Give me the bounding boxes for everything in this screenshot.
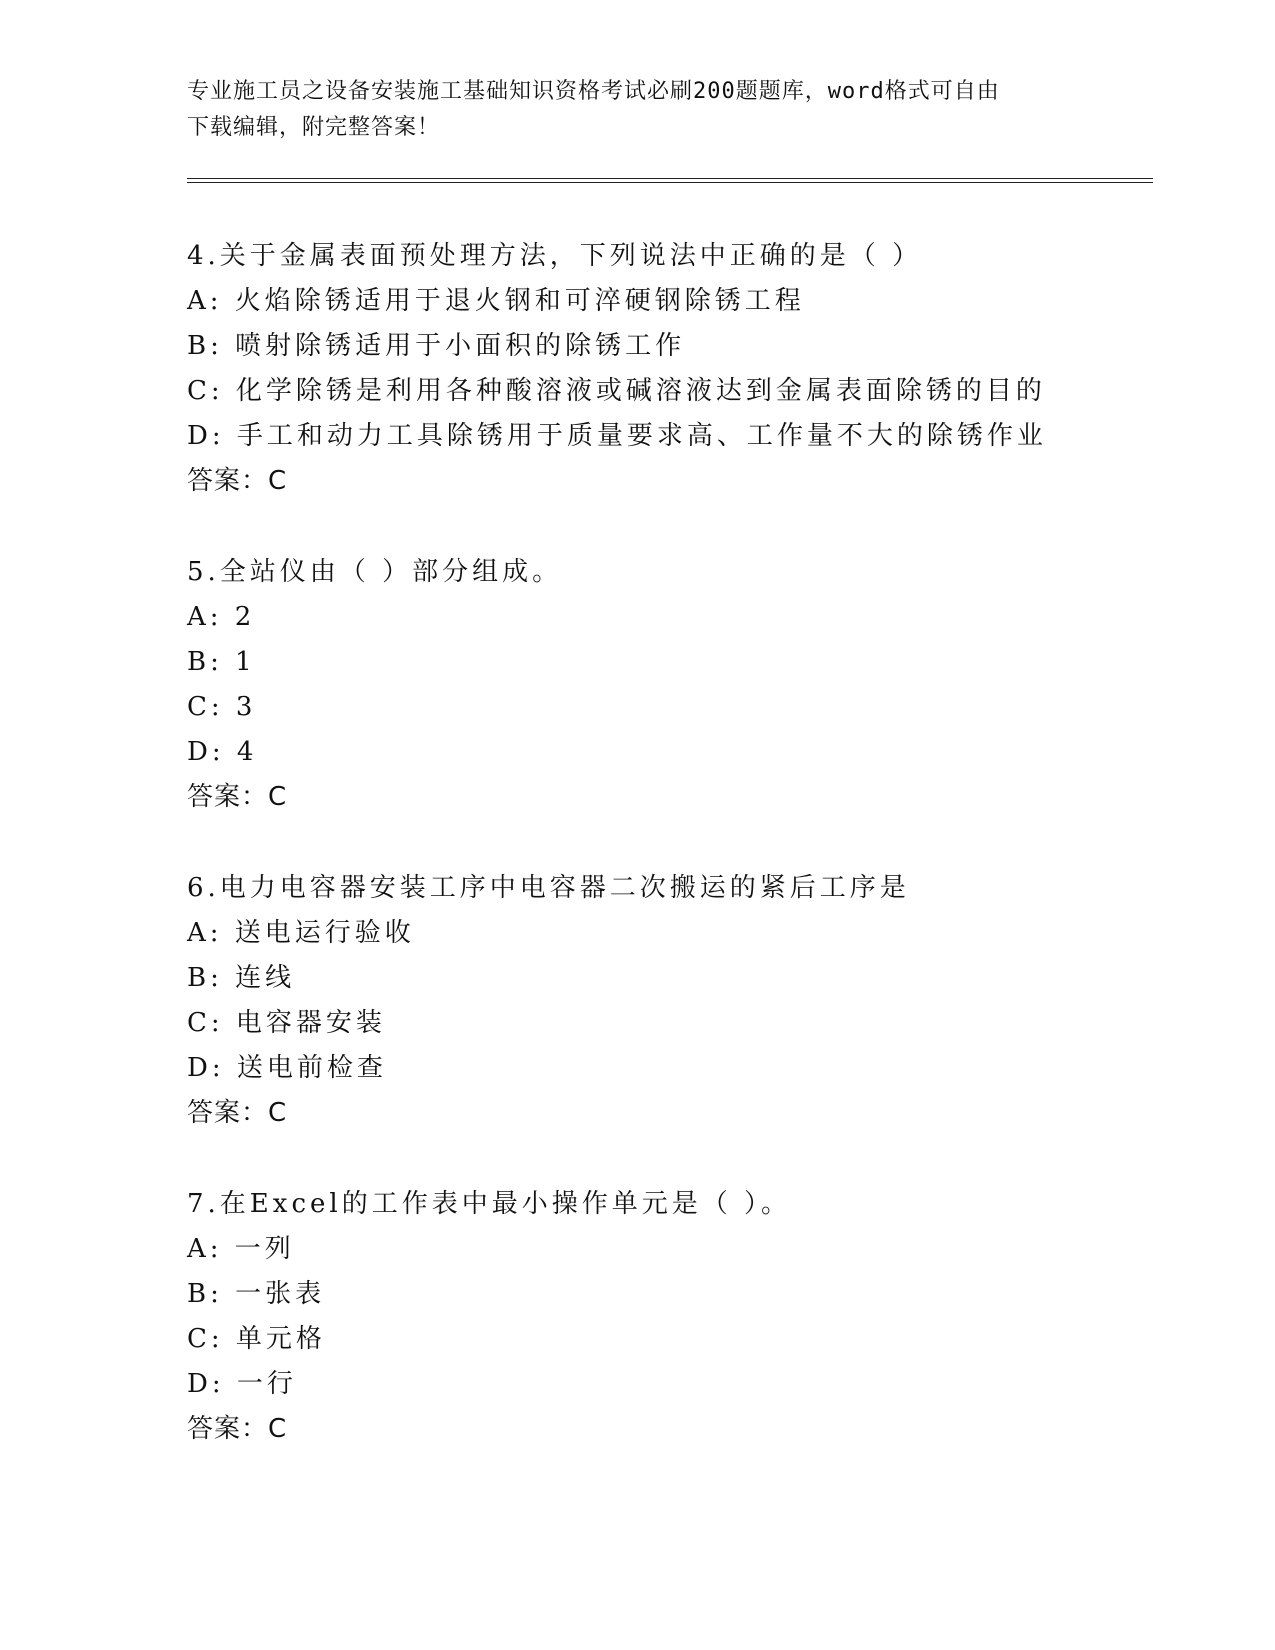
- option-a: A: 送电运行验收: [187, 918, 415, 948]
- answer-line: 答案：C: [187, 1414, 288, 1444]
- option-b: B: 连线: [187, 963, 296, 993]
- option-d: D: 送电前检查: [187, 1053, 387, 1083]
- option-b: B: 一张表: [187, 1279, 326, 1309]
- question-list: [187, 234, 1187, 1498]
- header-divider: [187, 178, 1153, 183]
- question-4: [187, 234, 1187, 504]
- option-c: C: 化学除锈是利用各种酸溶液或碱溶液达到金属表面除锈的目的: [187, 376, 1046, 406]
- document-header: [187, 74, 1087, 146]
- question-stem: 5.全站仪由（ ）部分组成。: [187, 557, 563, 587]
- option-d: D: 手工和动力工具除锈用于质量要求高、工作量不大的除锈作业: [187, 421, 1047, 451]
- question-6: [187, 866, 1187, 1136]
- option-c: C: 单元格: [187, 1324, 326, 1354]
- option-c: C: 3: [187, 692, 257, 722]
- answer-line: 答案：C: [187, 782, 288, 812]
- option-d: D: 一行: [187, 1369, 297, 1399]
- question-stem: 6.电力电容器安装工序中电容器二次搬运的紧后工序是: [187, 873, 910, 903]
- option-a: A: 2: [187, 602, 256, 632]
- option-b: B: 1: [187, 647, 256, 677]
- question-stem: 4.关于金属表面预处理方法，下列说法中正确的是（ ）: [187, 241, 923, 271]
- question-stem: 7.在Excel的工作表中最小操作单元是（ ）。: [187, 1189, 791, 1219]
- question-5: [187, 550, 1187, 820]
- answer-line: 答案：C: [187, 466, 288, 496]
- option-a: A: 一列: [187, 1234, 295, 1264]
- question-7: [187, 1182, 1187, 1452]
- option-c: C: 电容器安装: [187, 1008, 386, 1038]
- option-d: D: 4: [187, 737, 258, 767]
- header-title-line-2: 下载编辑，附完整答案！: [187, 115, 441, 140]
- option-b: B: 喷射除锈适用于小面积的除锈工作: [187, 331, 686, 361]
- option-a: A: 火焰除锈适用于退火钢和可淬硬钢除锈工程: [187, 286, 805, 316]
- answer-line: 答案：C: [187, 1098, 288, 1128]
- header-title-line-1: 专业施工员之设备安装施工基础知识资格考试必刷200题题库，word格式可自由: [187, 79, 1000, 104]
